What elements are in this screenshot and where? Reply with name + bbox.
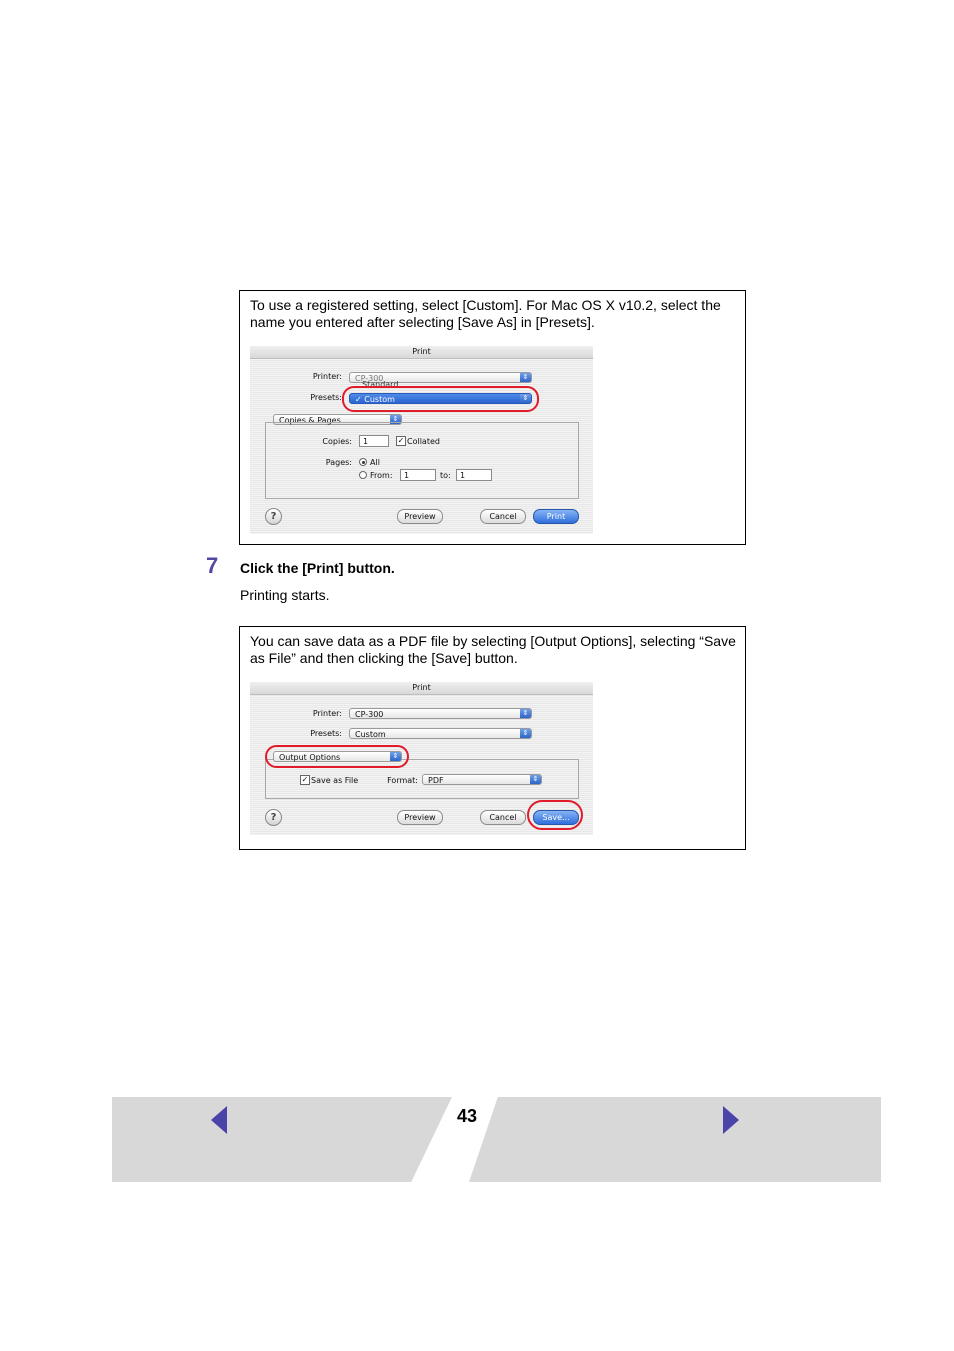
popup-arrows-icon: ⇕ (390, 415, 401, 424)
from-field[interactable]: 1 (400, 469, 436, 481)
popup-arrows-icon: ⇕ (520, 373, 531, 382)
all-label: All (370, 458, 380, 467)
help-button[interactable]: ? (265, 508, 282, 525)
presets-label: Presets: (310, 393, 342, 402)
printer-popup[interactable] (349, 708, 532, 719)
popup-arrows-icon: ⇕ (520, 394, 531, 403)
print-button[interactable]: Print (533, 509, 579, 524)
note-text: You can save data as a PDF file by selecting [Output Options], selecting “Save as File” and then clicking the [Save] button. (250, 633, 736, 666)
panel-popup-value: Output Options (279, 753, 341, 762)
printer-value: CP-300 (355, 710, 384, 719)
step-description: Printing starts. (240, 587, 330, 603)
printer-value: CP-300 (355, 374, 384, 383)
popup-arrows-icon: ⇕ (390, 752, 401, 761)
cancel-button[interactable]: Cancel (480, 810, 526, 825)
format-popup[interactable] (422, 774, 542, 785)
triangle-left-icon[interactable] (211, 1106, 227, 1134)
from-label: From: (370, 471, 393, 480)
preview-button[interactable]: Preview (397, 509, 443, 524)
standard-menu-item[interactable]: Standard (362, 380, 399, 389)
step-title: Click the [Print] button. (240, 560, 395, 576)
popup-arrows-icon: ⇕ (520, 709, 531, 718)
page-number: 43 (456, 1106, 478, 1126)
save-as-file-label: Save as File (311, 776, 359, 785)
save-as-file-checkbox[interactable]: ✓ (301, 775, 309, 784)
note-text: To use a registered setting, select [Custom]. For Mac OS X v10.2, select the name you entered after selecting [Save As] in [Presets]. (250, 297, 721, 330)
presets-popup[interactable] (349, 728, 532, 739)
to-field[interactable]: 1 (456, 469, 492, 481)
print-dialog-screenshot (250, 346, 593, 534)
copies-label: Copies: (322, 437, 352, 446)
pages-label: Pages: (325, 458, 352, 467)
footer-left-band (112, 1097, 452, 1182)
printer-label: Printer: (312, 709, 342, 718)
copies-field[interactable]: 1 (359, 435, 389, 447)
help-button[interactable]: ? (265, 809, 282, 826)
highlight-circle (265, 745, 409, 768)
highlight-circle (527, 800, 583, 830)
format-label: Format: (387, 776, 418, 785)
note-box-save-pdf (239, 626, 746, 850)
step-number: 7 (206, 553, 219, 578)
preview-button[interactable]: Preview (397, 810, 443, 825)
presets-value: Custom (355, 730, 386, 739)
to-label: to: (440, 471, 451, 480)
popup-arrows-icon: ⇕ (530, 775, 541, 784)
popup-arrows-icon: ⇕ (520, 729, 531, 738)
note-box-presets (239, 290, 746, 545)
presets-label: Presets: (310, 729, 342, 738)
all-radio[interactable] (359, 458, 367, 466)
print-dialog-screenshot (250, 682, 593, 835)
collated-label: Collated (407, 437, 440, 446)
dialog-title: Print (250, 346, 593, 359)
footer-right-band (469, 1097, 881, 1182)
from-radio[interactable] (359, 471, 367, 479)
triangle-right-icon[interactable] (723, 1106, 739, 1134)
collated-checkbox[interactable]: ✓ (397, 436, 405, 445)
printer-label: Printer: (312, 372, 342, 381)
highlight-circle (342, 386, 539, 412)
custom-menu-item: ✓ Custom (355, 395, 395, 404)
save-button[interactable]: Save... (533, 810, 579, 825)
cancel-button[interactable]: Cancel (480, 509, 526, 524)
panel-popup-value: Copies & Pages (279, 416, 341, 425)
format-value: PDF (428, 776, 444, 785)
dialog-title: Print (250, 682, 593, 695)
